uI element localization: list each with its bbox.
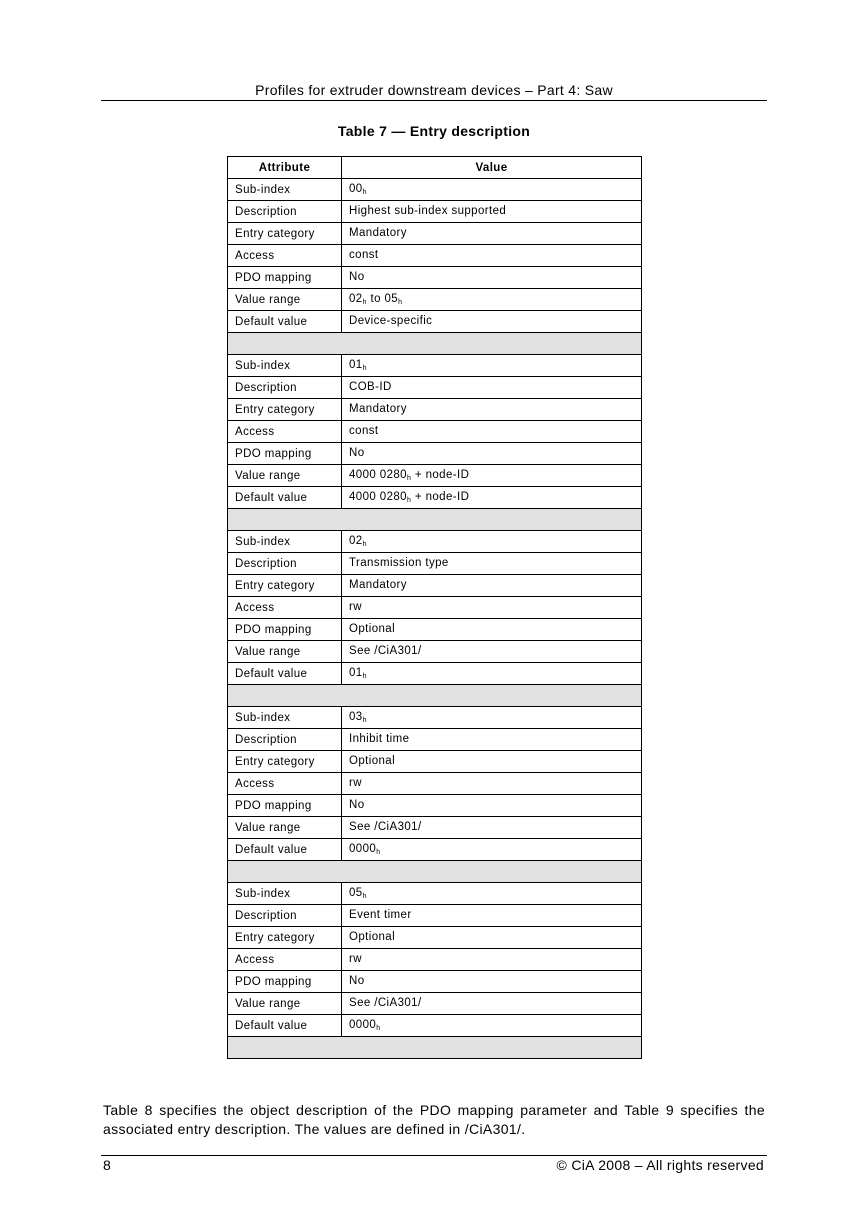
attribute-cell: Access bbox=[228, 773, 342, 795]
attribute-cell: Value range bbox=[228, 289, 342, 311]
value-cell bbox=[342, 751, 642, 773]
table-row bbox=[228, 575, 642, 597]
table-row bbox=[228, 245, 642, 267]
column-header-attribute: Attribute bbox=[228, 157, 342, 179]
table-row bbox=[228, 729, 642, 751]
hex-subscript: h bbox=[362, 365, 367, 372]
table-row bbox=[228, 553, 642, 575]
value-text: 0000 bbox=[349, 1019, 377, 1031]
table-row bbox=[228, 817, 642, 839]
page-number: 8 bbox=[103, 1157, 111, 1173]
attribute-cell: Description bbox=[228, 201, 342, 223]
value-text: 02 bbox=[349, 535, 363, 547]
attribute-cell: PDO mapping bbox=[228, 795, 342, 817]
attribute-cell: Entry category bbox=[228, 751, 342, 773]
attribute-cell: Description bbox=[228, 905, 342, 927]
header-rule bbox=[101, 100, 767, 101]
table-caption: Table 7 — Entry description bbox=[337, 123, 531, 139]
table-row bbox=[228, 399, 642, 421]
value-text: Device-specific bbox=[349, 315, 433, 327]
table-row bbox=[228, 773, 642, 795]
hex-subscript: h bbox=[376, 1025, 381, 1032]
value-cell bbox=[342, 619, 642, 641]
attribute-cell: Value range bbox=[228, 465, 342, 487]
attribute-cell: PDO mapping bbox=[228, 619, 342, 641]
group-separator-row bbox=[228, 333, 642, 355]
table-row bbox=[228, 311, 642, 333]
value-text: No bbox=[349, 799, 365, 811]
attribute-cell: Default value bbox=[228, 663, 342, 685]
value-text: See /CiA301/ bbox=[349, 645, 422, 657]
attribute-cell: Description bbox=[228, 729, 342, 751]
table-row bbox=[228, 927, 642, 949]
entry-description-table bbox=[227, 156, 642, 1059]
value-cell bbox=[342, 223, 642, 245]
value-cell bbox=[342, 927, 642, 949]
value-text: Transmission type bbox=[349, 557, 449, 569]
value-cell bbox=[342, 1015, 642, 1037]
table-body bbox=[228, 179, 642, 1059]
value-text: Optional bbox=[349, 623, 396, 635]
group-separator-row bbox=[228, 861, 642, 883]
value-text: 01 bbox=[349, 359, 363, 371]
value-cell bbox=[342, 839, 642, 861]
value-text: Mandatory bbox=[349, 227, 407, 239]
attribute-cell: Default value bbox=[228, 487, 342, 509]
table-row bbox=[228, 993, 642, 1015]
value-text: 4000 0280 bbox=[349, 491, 407, 503]
table-row bbox=[228, 443, 642, 465]
table-row bbox=[228, 179, 642, 201]
table-row bbox=[228, 641, 642, 663]
attribute-cell: Access bbox=[228, 597, 342, 619]
attribute-cell: Value range bbox=[228, 817, 342, 839]
attribute-cell: Entry category bbox=[228, 575, 342, 597]
value-text: See /CiA301/ bbox=[349, 997, 422, 1009]
value-text: rw bbox=[349, 777, 362, 789]
group-separator-row bbox=[228, 685, 642, 707]
hex-subscript: h bbox=[362, 673, 367, 680]
table-row bbox=[228, 707, 642, 729]
value-cell bbox=[342, 487, 642, 509]
table-row bbox=[228, 1015, 642, 1037]
attribute-cell: Entry category bbox=[228, 223, 342, 245]
table-row bbox=[228, 597, 642, 619]
value-text: 01 bbox=[349, 667, 363, 679]
value-cell bbox=[342, 289, 642, 311]
value-text: 03 bbox=[349, 711, 363, 723]
value-text: 05 bbox=[349, 887, 363, 899]
attribute-cell: Sub-index bbox=[228, 531, 342, 553]
value-text: No bbox=[349, 447, 365, 459]
attribute-cell: Access bbox=[228, 949, 342, 971]
value-text: + node-ID bbox=[411, 469, 470, 481]
separator-cell bbox=[228, 333, 642, 355]
value-cell bbox=[342, 245, 642, 267]
table-row bbox=[228, 465, 642, 487]
attribute-cell: Sub-index bbox=[228, 179, 342, 201]
value-text: rw bbox=[349, 601, 362, 613]
value-text: rw bbox=[349, 953, 362, 965]
value-cell bbox=[342, 531, 642, 553]
table-row bbox=[228, 289, 642, 311]
value-text: 00 bbox=[349, 183, 363, 195]
table-row bbox=[228, 267, 642, 289]
table-row bbox=[228, 795, 642, 817]
attribute-cell: Default value bbox=[228, 311, 342, 333]
table-row bbox=[228, 531, 642, 553]
value-cell bbox=[342, 399, 642, 421]
value-text: Event timer bbox=[349, 909, 412, 921]
value-cell bbox=[342, 267, 642, 289]
value-text: Highest sub-index supported bbox=[349, 205, 507, 217]
hex-subscript: h bbox=[362, 299, 367, 306]
value-cell bbox=[342, 377, 642, 399]
table-row bbox=[228, 883, 642, 905]
separator-cell bbox=[228, 685, 642, 707]
group-separator-row bbox=[228, 509, 642, 531]
table-row bbox=[228, 201, 642, 223]
value-text: COB-ID bbox=[349, 381, 392, 393]
value-text: to 05 bbox=[366, 293, 399, 305]
attribute-cell: Default value bbox=[228, 839, 342, 861]
table-row bbox=[228, 971, 642, 993]
value-text: 0000 bbox=[349, 843, 377, 855]
value-text: No bbox=[349, 975, 365, 987]
attribute-cell: Value range bbox=[228, 641, 342, 663]
value-text: const bbox=[349, 425, 379, 437]
attribute-cell: PDO mapping bbox=[228, 267, 342, 289]
running-header: Profiles for extruder downstream devices – Part 4: Saw bbox=[255, 82, 613, 98]
value-cell bbox=[342, 179, 642, 201]
value-cell bbox=[342, 817, 642, 839]
attribute-cell: Sub-index bbox=[228, 707, 342, 729]
table-row bbox=[228, 377, 642, 399]
table-row bbox=[228, 619, 642, 641]
value-cell bbox=[342, 905, 642, 927]
value-cell bbox=[342, 795, 642, 817]
attribute-cell: Access bbox=[228, 421, 342, 443]
value-cell bbox=[342, 443, 642, 465]
hex-subscript: h bbox=[406, 497, 412, 504]
hex-subscript: h bbox=[362, 541, 367, 548]
group-separator-row bbox=[228, 1037, 642, 1059]
value-text: Mandatory bbox=[349, 403, 407, 415]
attribute-cell: PDO mapping bbox=[228, 443, 342, 465]
attribute-cell: Default value bbox=[228, 1015, 342, 1037]
value-cell bbox=[342, 729, 642, 751]
value-cell bbox=[342, 575, 642, 597]
table-row bbox=[228, 223, 642, 245]
separator-cell bbox=[228, 1037, 642, 1059]
value-text: const bbox=[349, 249, 379, 261]
separator-cell bbox=[228, 861, 642, 883]
value-cell bbox=[342, 355, 642, 377]
hex-subscript: h bbox=[362, 893, 367, 900]
table-row bbox=[228, 355, 642, 377]
attribute-cell: Entry category bbox=[228, 927, 342, 949]
column-header-value: Value bbox=[342, 157, 642, 179]
value-cell bbox=[342, 553, 642, 575]
value-text: Optional bbox=[349, 755, 396, 767]
value-cell bbox=[342, 465, 642, 487]
value-text: 4000 0280 bbox=[349, 469, 407, 481]
attribute-cell: Sub-index bbox=[228, 355, 342, 377]
attribute-cell: PDO mapping bbox=[228, 971, 342, 993]
table-row bbox=[228, 421, 642, 443]
table-header-row bbox=[228, 157, 642, 179]
value-cell bbox=[342, 641, 642, 663]
value-cell bbox=[342, 993, 642, 1015]
table-row bbox=[228, 949, 642, 971]
value-cell bbox=[342, 201, 642, 223]
attribute-cell: Sub-index bbox=[228, 883, 342, 905]
value-text: No bbox=[349, 271, 365, 283]
attribute-cell: Value range bbox=[228, 993, 342, 1015]
table-row bbox=[228, 751, 642, 773]
value-cell bbox=[342, 971, 642, 993]
value-text: Optional bbox=[349, 931, 396, 943]
value-text: Mandatory bbox=[349, 579, 407, 591]
value-cell bbox=[342, 949, 642, 971]
table-row bbox=[228, 839, 642, 861]
body-paragraph: Table 8 specifies the object description of the PDO mapping parameter and Table 9 specifies the associated entry description. The values are defined in /CiA301/. bbox=[103, 1102, 765, 1137]
value-cell bbox=[342, 597, 642, 619]
hex-subscript: h bbox=[398, 299, 403, 306]
table-row bbox=[228, 905, 642, 927]
hex-subscript: h bbox=[376, 849, 381, 856]
value-cell bbox=[342, 773, 642, 795]
hex-subscript: h bbox=[406, 475, 412, 482]
table-row bbox=[228, 663, 642, 685]
value-cell bbox=[342, 883, 642, 905]
value-cell bbox=[342, 311, 642, 333]
value-text: See /CiA301/ bbox=[349, 821, 422, 833]
attribute-cell: Access bbox=[228, 245, 342, 267]
table-row bbox=[228, 487, 642, 509]
separator-cell bbox=[228, 509, 642, 531]
value-cell bbox=[342, 663, 642, 685]
value-text: 02 bbox=[349, 293, 363, 305]
value-text: Inhibit time bbox=[349, 733, 410, 745]
value-text: + node-ID bbox=[411, 491, 470, 503]
value-cell bbox=[342, 707, 642, 729]
attribute-cell: Description bbox=[228, 377, 342, 399]
hex-subscript: h bbox=[362, 189, 367, 196]
copyright-notice: © CiA 2008 – All rights reserved bbox=[556, 1157, 764, 1173]
footer-rule bbox=[101, 1155, 767, 1156]
hex-subscript: h bbox=[362, 717, 367, 724]
attribute-cell: Description bbox=[228, 553, 342, 575]
value-cell bbox=[342, 421, 642, 443]
attribute-cell: Entry category bbox=[228, 399, 342, 421]
